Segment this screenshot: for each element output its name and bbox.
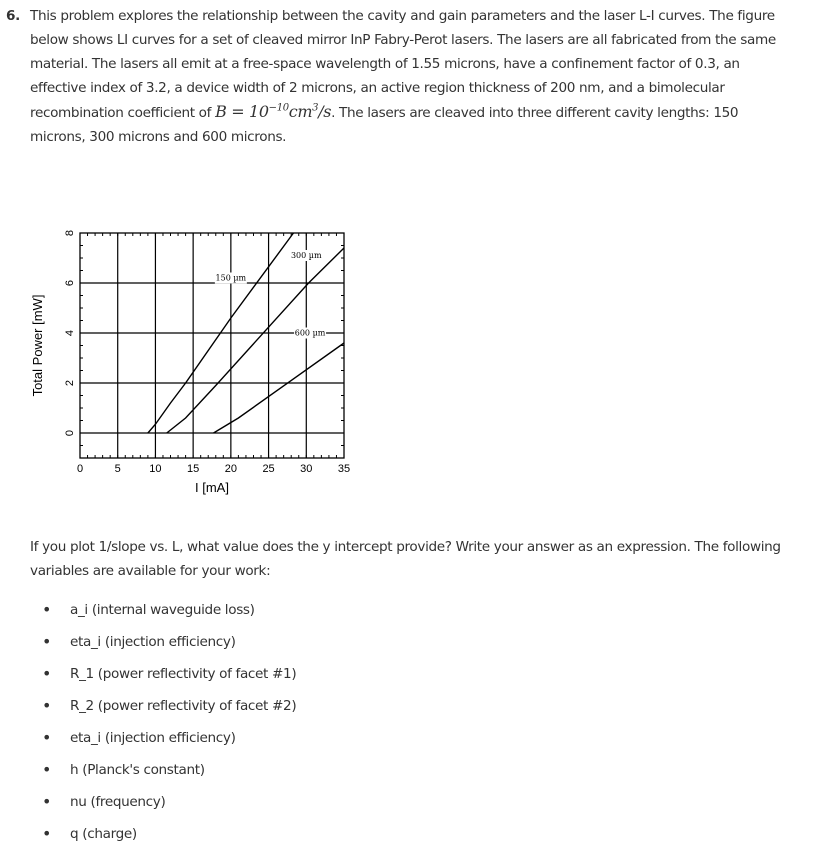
variable-item: • nu (frequency) bbox=[30, 790, 296, 822]
y-axis-label: Total Power [mW] bbox=[30, 294, 45, 397]
question-text bbox=[30, 4, 796, 149]
x-tick-label: 0 bbox=[76, 463, 84, 475]
x-tick-label: 10 bbox=[149, 463, 162, 475]
y-tick-label: 4 bbox=[63, 329, 76, 337]
x-tick-label: 5 bbox=[114, 463, 121, 475]
y-tick-label: 2 bbox=[63, 379, 76, 387]
x-axis-label: I [mA] bbox=[195, 480, 229, 495]
li-curve-chart bbox=[30, 220, 360, 500]
variable-item: • q (charge) bbox=[30, 822, 296, 854]
x-tick-label: 15 bbox=[187, 463, 200, 475]
variable-list bbox=[30, 598, 296, 854]
question-text-part1: This problem explores the relationship between the cavity and gain parameters and the laser L-I curves. The figure below shows LI curves for a set of cleaved mirror InP Fabry-Perot lasers. The lasers are all fabricated from the same material. The lasers all emit at a free-space wavelength of 1.55 microns, have a confinement factor of 0.3, an effective index of 3.2, a device width of 2 microns, an active region thickness of 200 nm, and a bimolecular recombination coefficient of bbox=[30, 8, 776, 121]
question-number: 6. bbox=[6, 8, 20, 24]
prompt-text: If you plot 1/slope vs. L, what value does the y intercept provide? Write your answer as an expression. The following variables are available for your work: bbox=[30, 539, 781, 579]
question-text-part2: . The lasers are cleaved into three different cavity lengths: 150 microns, 300 microns and 600 microns. bbox=[30, 105, 739, 145]
x-tick-label: 25 bbox=[262, 463, 275, 475]
variable-item: • a_i (internal waveguide loss) bbox=[30, 598, 296, 630]
variable-item: • eta_i (injection efficiency) bbox=[30, 726, 296, 758]
math-B: B = 10 bbox=[215, 102, 269, 121]
math-exponent: −10 bbox=[268, 102, 289, 114]
series-line-600 bbox=[214, 343, 344, 433]
math-s: /s bbox=[318, 102, 332, 121]
math-cm-exponent: 3 bbox=[312, 102, 319, 114]
series-label: 600 µm bbox=[294, 328, 326, 338]
y-tick-label: 0 bbox=[63, 429, 76, 437]
x-tick-label: 30 bbox=[300, 463, 313, 475]
x-tick-label: 20 bbox=[224, 463, 237, 475]
variable-item: • eta_i (injection efficiency) bbox=[30, 630, 296, 662]
series-label: 150 µm bbox=[215, 273, 247, 283]
variable-item: • R_2 (power reflectivity of facet #2) bbox=[30, 694, 296, 726]
variable-item: • h (Planck's constant) bbox=[30, 758, 296, 790]
question-block bbox=[6, 4, 796, 149]
x-tick-label: 35 bbox=[337, 463, 351, 475]
series-label: 300 µm bbox=[290, 251, 322, 260]
variable-item: • R_1 (power reflectivity of facet #1) bbox=[30, 662, 296, 694]
y-tick-label: 8 bbox=[63, 229, 76, 237]
y-tick-label: 6 bbox=[63, 279, 76, 287]
math-cm: cm bbox=[288, 102, 313, 121]
math-expression bbox=[215, 102, 331, 121]
